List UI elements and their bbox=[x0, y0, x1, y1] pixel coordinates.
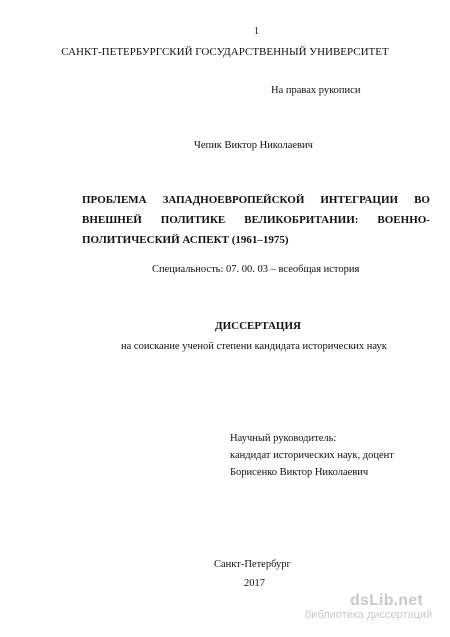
degree-description: на соискание ученой степени кандидата исторических наук bbox=[121, 341, 387, 352]
title-line-2 bbox=[82, 210, 430, 230]
dissertation-title bbox=[82, 190, 430, 250]
title-line-3: ПОЛИТИЧЕСКИЙ АСПЕКТ (1961–1975) bbox=[82, 234, 289, 246]
title-word: ЗАПАДНОЕВРОПЕЙСКОЙ bbox=[162, 194, 305, 206]
university-name: САНКТ-ПЕТЕРБУРГСКИЙ ГОСУДАРСТВЕННЫЙ УНИВЕРСИТЕТ bbox=[61, 46, 389, 58]
year: 2017 bbox=[244, 578, 265, 589]
title-word: ВО bbox=[414, 194, 430, 206]
manuscript-rights: На правах рукописи bbox=[271, 85, 361, 96]
page-number: 1 bbox=[254, 26, 259, 37]
title-word: ПРОБЛЕМА bbox=[82, 194, 147, 206]
watermark-subtitle: библиотека диссертаций bbox=[305, 609, 433, 621]
watermark-logo: dsLib.net bbox=[350, 592, 423, 609]
title-word: ВОЕННО- bbox=[377, 214, 430, 226]
city: Санкт-Петербург bbox=[214, 559, 291, 570]
supervisor-name: Борисенко Виктор Николаевич bbox=[230, 467, 369, 478]
watermark bbox=[305, 592, 433, 621]
title-line-1 bbox=[82, 190, 430, 210]
title-word: ВНЕШНЕЙ bbox=[82, 214, 142, 226]
supervisor-block bbox=[230, 430, 394, 481]
author-name: Чепик Виктор Николаевич bbox=[194, 140, 313, 151]
supervisor-degree: кандидат исторических наук, доцент bbox=[230, 450, 394, 461]
title-word: ВЕЛИКОБРИТАНИИ: bbox=[244, 214, 359, 226]
title-word: ИНТЕГРАЦИИ bbox=[320, 194, 399, 206]
specialty: Специальность: 07. 00. 03 – всеобщая история bbox=[152, 264, 360, 275]
supervisor-label: Научный руководитель: bbox=[230, 433, 337, 444]
title-word: ПОЛИТИКЕ bbox=[160, 214, 226, 226]
dissertation-label: ДИССЕРТАЦИЯ bbox=[215, 320, 301, 332]
